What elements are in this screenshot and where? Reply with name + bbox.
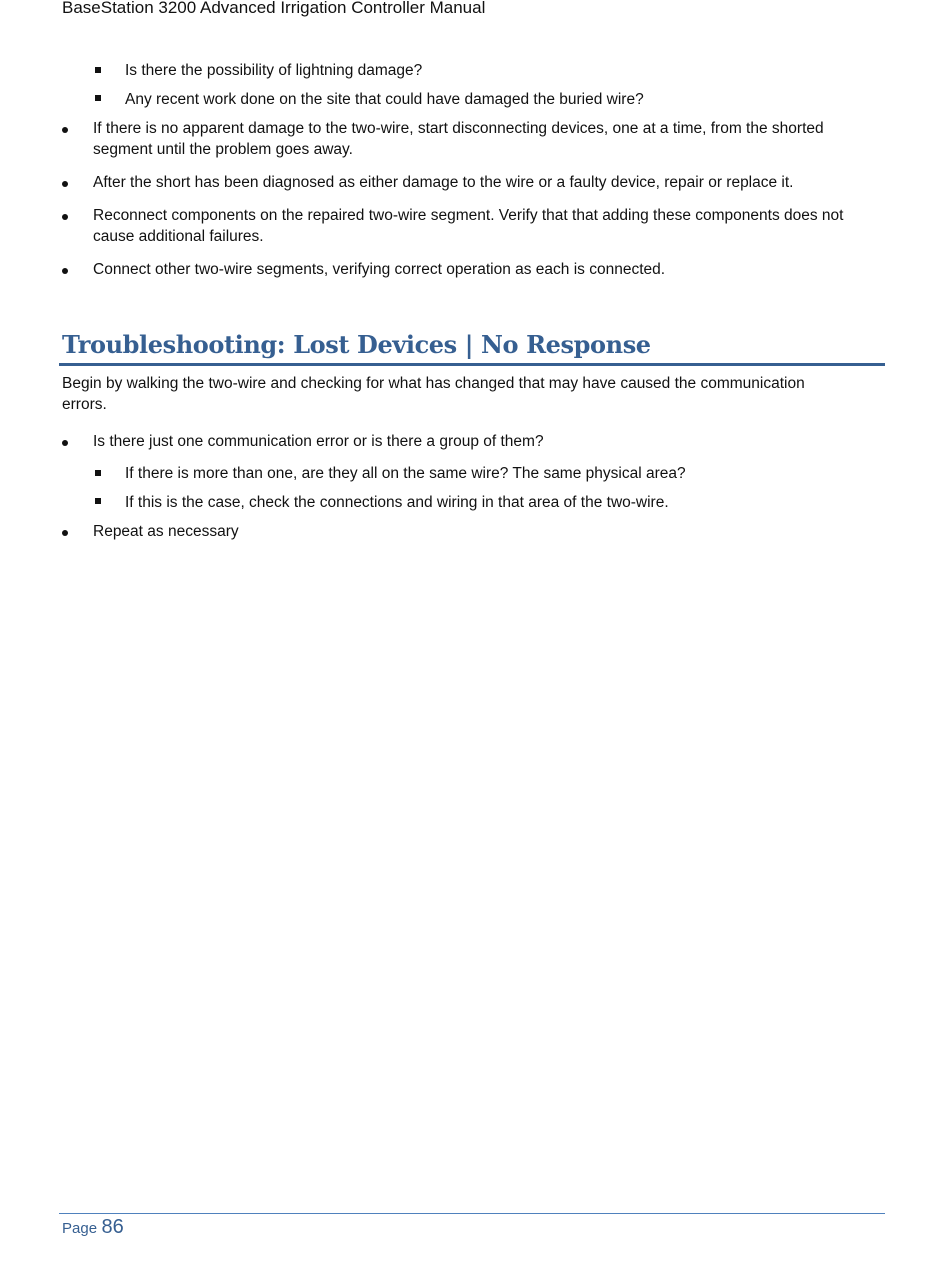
heading-divider	[59, 363, 885, 366]
list-item-line: Reconnect components on the repaired two-wire segment. Verify that that adding these components does not	[93, 207, 844, 224]
sub-list-item: Any recent work done on the site that could have damaged the buried wire?	[125, 91, 644, 108]
sub-list-item: If this is the case, check the connections and wiring in that area of the two-wire.	[125, 494, 669, 511]
list-item-line: segment until the problem goes away.	[93, 141, 353, 158]
list-item-line: cause additional failures.	[93, 228, 264, 245]
bullet-icon	[62, 214, 68, 220]
section-heading: Troubleshooting: Lost Devices | No Response	[62, 330, 651, 359]
square-bullet-icon	[95, 67, 101, 73]
list-item-line: After the short has been diagnosed as either damage to the wire or a faulty device, repair or replace it.	[93, 174, 794, 191]
bullet-icon	[62, 530, 68, 536]
list-item-line: If there is no apparent damage to the two-wire, start disconnecting devices, one at a time, from the shorted	[93, 120, 824, 137]
bullet-icon	[62, 268, 68, 274]
square-bullet-icon	[95, 95, 101, 101]
square-bullet-icon	[95, 470, 101, 476]
intro-paragraph-line: Begin by walking the two-wire and checking for what has changed that may have caused the communication	[62, 375, 805, 392]
bullet-icon	[62, 440, 68, 446]
list-item: Repeat as necessary	[93, 523, 239, 540]
square-bullet-icon	[95, 498, 101, 504]
page-footer	[62, 1216, 124, 1239]
sub-list-item: Is there the possibility of lightning damage?	[125, 62, 423, 79]
footer-divider	[59, 1213, 885, 1214]
page-number: 86	[101, 1216, 124, 1238]
document-header-title: BaseStation 3200 Advanced Irrigation Controller Manual	[62, 0, 486, 17]
bullet-icon	[62, 127, 68, 133]
list-item-line: Connect other two-wire segments, verifying correct operation as each is connected.	[93, 261, 666, 278]
list-item: Is there just one communication error or is there a group of them?	[93, 433, 544, 450]
bullet-icon	[62, 181, 68, 187]
sub-list-item: If there is more than one, are they all on the same wire? The same physical area?	[125, 465, 686, 482]
page-label: Page	[62, 1220, 98, 1237]
intro-paragraph-line: errors.	[62, 396, 107, 413]
